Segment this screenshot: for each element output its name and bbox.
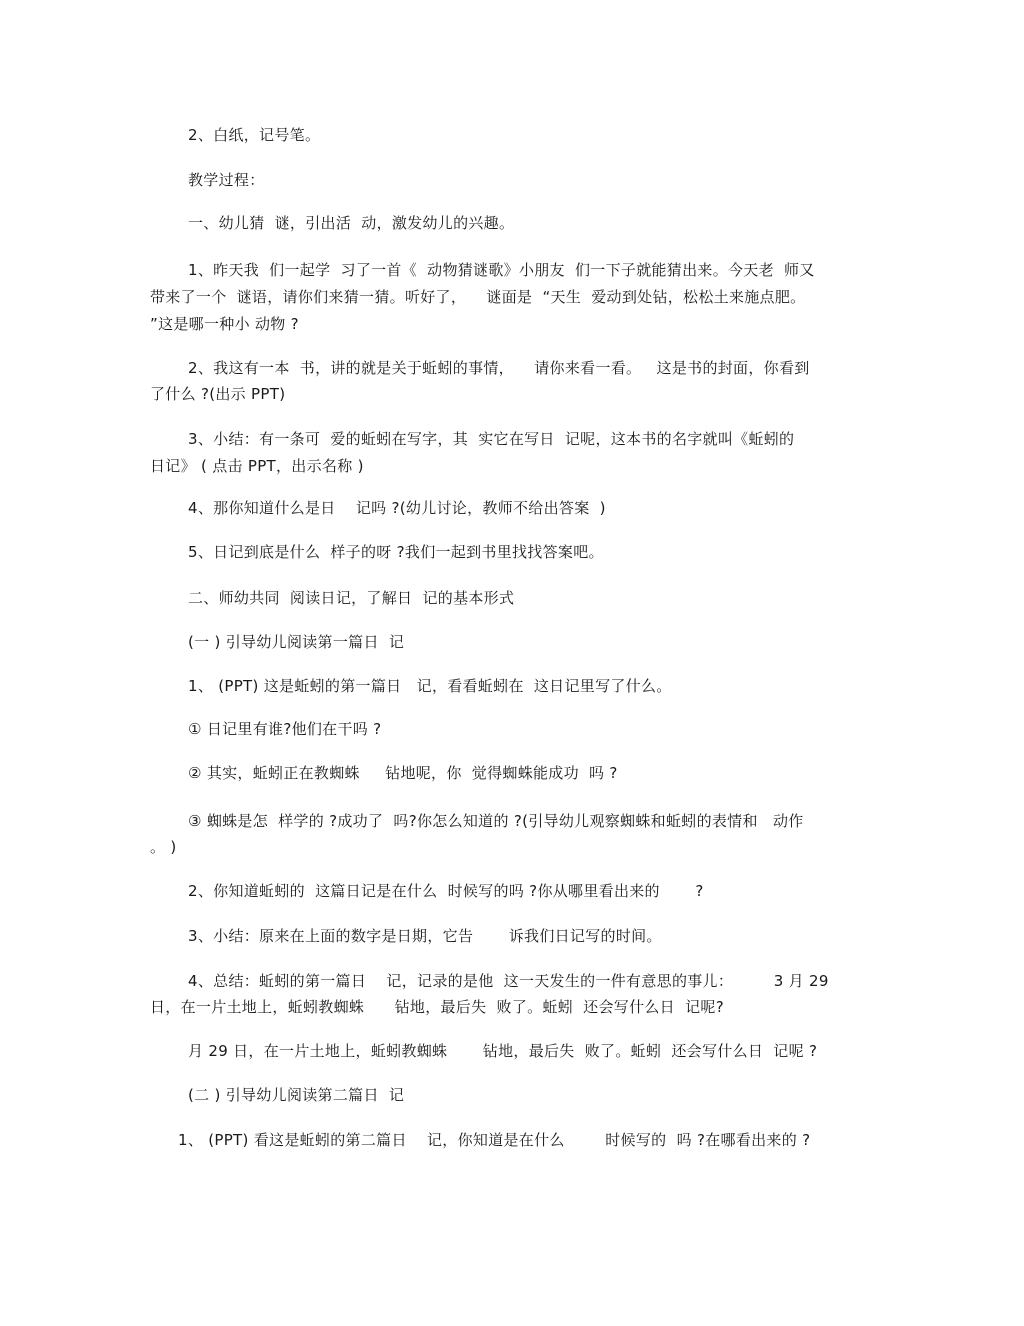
text-line: 教学过程： bbox=[188, 171, 265, 189]
text-line: 二、师幼共同 阅读日记，了解日 记的基本形式 bbox=[188, 589, 515, 607]
text-line: 5、日记到底是什么 样子的呀 ?我们一起到书里找找答案吧。 bbox=[188, 543, 604, 561]
text-line: 。 ) bbox=[150, 838, 177, 856]
text-line: ① 日记里有谁?他们在干吗 ? bbox=[188, 720, 382, 738]
text-line: 2、我这有一本 书，讲的就是关于蚯蚓的事情， 请你来看一看。 这是书的封面，你看到 bbox=[188, 359, 810, 377]
text-line: 4、那你知道什么是日 记吗 ?(幼儿讨论，教师不给出答案 ) bbox=[188, 499, 606, 517]
text-line: 日记》 ( 点击 PPT，出示名称 ) bbox=[150, 457, 364, 475]
text-line: 了什么 ?(出示 PPT) bbox=[150, 385, 286, 403]
text-line: 带来了一个 谜语，请你们来猜一猜。听好了， 谜面是 “天生 爱动到处钻，松松土来施点肥。 bbox=[150, 288, 806, 306]
text-line: 3、小结：原来在上面的数字是日期，它告 诉我们日记写的时间。 bbox=[188, 927, 662, 945]
text-line: 月 29 日，在一片土地上，蚯蚓教蜘蛛 钻地，最后失 败了。蚯蚓 还会写什么日 记呢 ? bbox=[188, 1042, 818, 1060]
text-line: ② 其实，蚯蚓正在教蜘蛛 钻地呢，你 觉得蜘蛛能成功 吗 ? bbox=[188, 764, 618, 782]
text-line: 3、小结：有一条可 爱的蚯蚓在写字，其 实它在写日 记呢，这本书的名字就叫《蚯蚓的 bbox=[188, 430, 795, 448]
text-line: ”这是哪一种小 动物 ? bbox=[150, 315, 299, 333]
text-line: 1、 (PPT) 看这是蚯蚓的第二篇日 记，你知道是在什么 时候写的 吗 ?在哪看出来的 ? bbox=[178, 1131, 811, 1149]
text-line: 一、幼儿猜 谜，引出活 动，激发幼儿的兴趣。 bbox=[188, 214, 515, 232]
text-line: (一 ) 引导幼儿阅读第一篇日 记 bbox=[188, 633, 405, 651]
text-line: ③ 蜘蛛是怎 样学的 ?成功了 吗?你怎么知道的 ?(引导幼儿观察蜘蛛和蚯蚓的表情和 动作 bbox=[188, 812, 804, 830]
text-line: 1、 (PPT) 这是蚯蚓的第一篇日 记，看看蚯蚓在 这日记里写了什么。 bbox=[188, 677, 672, 695]
text-line: 4、总结：蚯蚓的第一篇日 记，记录的是他 这一天发生的一件有意思的事儿： 3 月 29 bbox=[188, 972, 829, 990]
text-line: 2、白纸，记号笔。 bbox=[188, 126, 321, 144]
text-line: 1、昨天我 们一起学 习了一首《 动物猜谜歌》小朋友 们一下子就能猜出来。今天老 师又 bbox=[188, 261, 815, 279]
text-line: 2、你知道蚯蚓的 这篇日记是在什么 时候写的吗 ?你从哪里看出来的 ? bbox=[188, 882, 704, 900]
text-line: 日，在一片土地上，蚯蚓教蜘蛛 钻地，最后失 败了。蚯蚓 还会写什么日 记呢? bbox=[150, 998, 724, 1016]
text-line: (二 ) 引导幼儿阅读第二篇日 记 bbox=[188, 1086, 405, 1104]
